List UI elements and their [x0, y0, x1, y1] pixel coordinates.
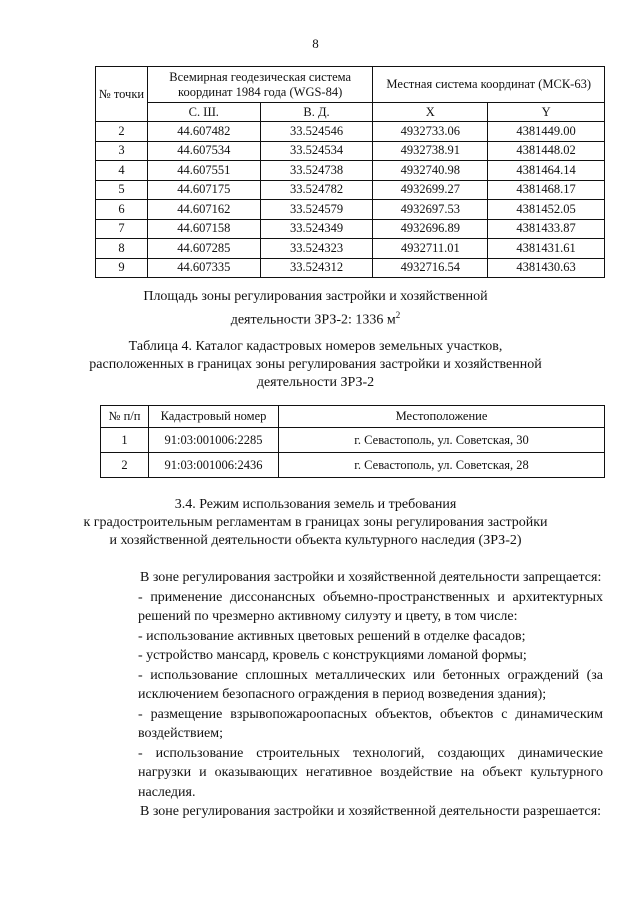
cell-y: 4381430.63: [488, 258, 605, 278]
cell-point: 7: [96, 219, 148, 239]
cell-lon: 33.524546: [260, 122, 373, 142]
col-latitude: С. Ш.: [147, 103, 260, 122]
cell-lat: 44.607162: [147, 200, 260, 220]
cell-y: 4381464.14: [488, 161, 605, 181]
cadastral-header-row: [101, 406, 605, 428]
cell-row-number: 1: [101, 428, 149, 453]
cell-y: 4381468.17: [488, 180, 605, 200]
prohibited-item: - использование сплошных металлических или бетонных ограждений (за исключением безопасного ограждения в период возведения здания);: [138, 667, 603, 702]
table-row: [96, 239, 605, 259]
cell-point: 5: [96, 180, 148, 200]
cell-lon: 33.524782: [260, 180, 373, 200]
cell-point: 3: [96, 141, 148, 161]
col-point-number: № точки: [96, 67, 148, 122]
table-row: [96, 219, 605, 239]
col-wgs84: Всемирная геодезическая система координат 1984 года (WGS-84): [147, 67, 373, 103]
col-longitude: В. Д.: [260, 103, 373, 122]
cell-lon: 33.524534: [260, 141, 373, 161]
prohibited-item: - устройство мансард, кровель с конструкциями ломаной формы;: [138, 648, 527, 663]
prohibited-item: - применение диссонансных объемно-пространственных и архитектурных решений по чрезмерно активному силуэту и цвету, в том числе:: [138, 589, 603, 624]
cell-lat: 44.607158: [147, 219, 260, 239]
cell-lon: 33.524312: [260, 258, 373, 278]
cell-row-number: 2: [101, 453, 149, 478]
prohibited-item: - использование активных цветовых решений в отделке фасадов;: [138, 628, 526, 644]
cell-lat: 44.607534: [147, 141, 260, 161]
coordinates-header-row: [96, 67, 605, 103]
cell-y: 4381449.00: [488, 122, 605, 142]
cell-point: 2: [96, 122, 148, 142]
cell-lat: 44.607285: [147, 239, 260, 259]
table-row: [96, 141, 605, 161]
table4-caption-line-2: расположенных в границах зоны регулирования застройки и хозяйственной: [89, 357, 542, 372]
area-text: деятельности ЗРЗ-2: 1336 м: [230, 312, 396, 328]
cell-cadastral-number: 91:03:001006:2436: [149, 453, 279, 478]
table-row: [101, 428, 605, 453]
section-title-line-3: и хозяйственной деятельности объекта культурного наследия (ЗРЗ-2): [109, 533, 522, 548]
col-location: Местоположение: [279, 406, 605, 428]
cell-lon: 33.524323: [260, 239, 373, 259]
cell-y: 4381433.87: [488, 219, 605, 239]
cadastral-table: [100, 405, 605, 478]
cell-location: г. Севастополь, ул. Советская, 28: [279, 453, 605, 478]
allowed-paragraph: В зоне регулирования застройки и хозяйственной деятельности разрешается:: [140, 804, 602, 819]
body-text: [98, 568, 603, 822]
cell-x: 4932696.89: [373, 219, 488, 239]
col-msk63: Местная система координат (МСК-63): [373, 67, 605, 103]
table-row: [96, 122, 605, 142]
prohibited-item: - размещение взрывопожароопасных объектов, объектов с динамическим воздействием;: [138, 706, 603, 741]
page-number: 8: [312, 36, 319, 51]
table-row: [96, 161, 605, 181]
section-title-line-1: 3.4. Режим использования земель и требования: [174, 497, 457, 512]
cell-lon: 33.524579: [260, 200, 373, 220]
cell-cadastral-number: 91:03:001006:2285: [149, 428, 279, 453]
area-unit-superscript: 2: [395, 310, 401, 320]
cell-x: 4932740.98: [373, 161, 488, 181]
prohibited-item: - использование строительных технологий, создающих динамические нагрузки и оказывающих негативное воздействие на объект культурного наследия.: [138, 745, 603, 800]
col-row-number: № п/п: [101, 406, 149, 428]
table4-caption-line-3: деятельности ЗРЗ-2: [256, 375, 375, 390]
cell-y: 4381448.02: [488, 141, 605, 161]
prohibited-paragraph: В зоне регулирования застройки и хозяйственной деятельности запрещается:: [140, 570, 602, 585]
coordinates-table: [95, 66, 605, 278]
table-row: [96, 180, 605, 200]
col-y: Y: [488, 103, 605, 122]
cell-x: 4932711.01: [373, 239, 488, 259]
cell-point: 8: [96, 239, 148, 259]
table-row: [101, 453, 605, 478]
cell-x: 4932738.91: [373, 141, 488, 161]
cell-location: г. Севастополь, ул. Советская, 30: [279, 428, 605, 453]
cell-lon: 33.524349: [260, 219, 373, 239]
cell-lat: 44.607335: [147, 258, 260, 278]
cell-lat: 44.607551: [147, 161, 260, 181]
col-x: X: [373, 103, 488, 122]
cell-x: 4932699.27: [373, 180, 488, 200]
cell-y: 4381431.61: [488, 239, 605, 259]
cell-lat: 44.607482: [147, 122, 260, 142]
cell-lon: 33.524738: [260, 161, 373, 181]
cell-point: 4: [96, 161, 148, 181]
cell-x: 4932733.06: [373, 122, 488, 142]
table-row: [96, 200, 605, 220]
table4-caption-line-1: Таблица 4. Каталог кадастровых номеров земельных участков,: [128, 339, 503, 354]
cell-x: 4932716.54: [373, 258, 488, 278]
cell-y: 4381452.05: [488, 200, 605, 220]
area-line-2: [0, 306, 631, 330]
cell-x: 4932697.53: [373, 200, 488, 220]
col-cadastral-number: Кадастровый номер: [149, 406, 279, 428]
area-line-1: Площадь зоны регулирования застройки и хозяйственной: [143, 289, 488, 304]
table-row: [96, 258, 605, 278]
cell-point: 9: [96, 258, 148, 278]
cell-point: 6: [96, 200, 148, 220]
section-title-line-2: к градостроительным регламентам в границах зоны регулирования застройки: [83, 515, 548, 530]
coordinates-subheader-row: [96, 103, 605, 122]
cell-lat: 44.607175: [147, 180, 260, 200]
